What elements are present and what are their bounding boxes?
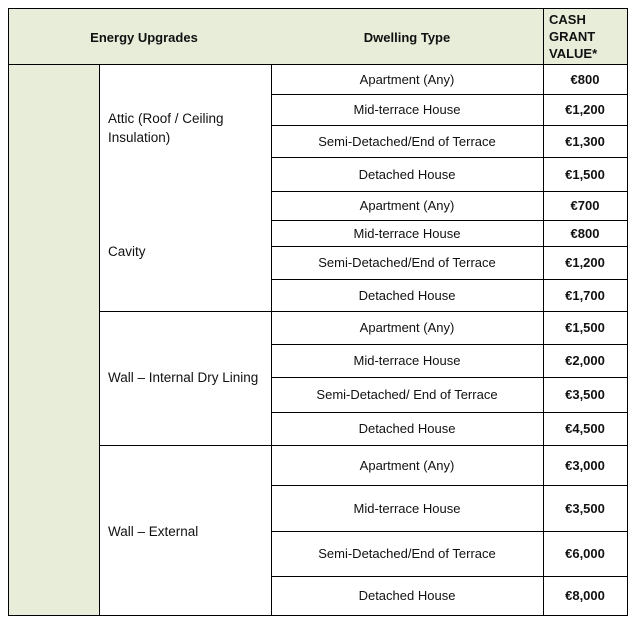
dwelling-cell: Detached House bbox=[358, 287, 456, 303]
grant-value: €1,500 bbox=[565, 166, 605, 182]
upgrade-wall-external: Wall – External bbox=[108, 523, 199, 539]
dwelling-cell: Semi-Detached/ End of Terrace bbox=[316, 387, 498, 402]
grant-value: €1,700 bbox=[565, 287, 605, 303]
header-dwelling-type: Dwelling Type bbox=[363, 29, 451, 45]
upgrade-wall-internal: Wall – Internal Dry Lining bbox=[108, 369, 259, 385]
grant-value: €3,000 bbox=[565, 457, 605, 473]
grant-value: €3,500 bbox=[565, 500, 605, 516]
dwelling-cell: Apartment (Any) bbox=[359, 198, 455, 213]
dwelling-cell: Semi-Detached/End of Terrace bbox=[318, 546, 496, 561]
grant-value: €1,300 bbox=[565, 133, 605, 149]
dwelling-cell: Mid-terrace House bbox=[353, 353, 461, 368]
header-energy-upgrades: Energy Upgrades bbox=[90, 29, 198, 45]
dwelling-cell: Detached House bbox=[358, 588, 456, 603]
grant-value: €3,500 bbox=[565, 387, 605, 402]
left-stripe bbox=[9, 65, 100, 615]
grant-value: €700 bbox=[570, 198, 600, 213]
dwelling-cell: Detached House bbox=[358, 421, 456, 436]
dwelling-cell: Apartment (Any) bbox=[359, 320, 455, 335]
upgrade-attic: Attic (Roof / Ceiling Insulation) bbox=[108, 111, 224, 145]
dwelling-cell: Mid-terrace House bbox=[353, 500, 461, 516]
dwelling-cell: Apartment (Any) bbox=[359, 72, 455, 87]
grant-table bbox=[8, 8, 628, 616]
grant-value: €8,000 bbox=[565, 588, 605, 603]
grant-value: €4,500 bbox=[565, 421, 605, 436]
dwelling-cell: Semi-Detached/End of Terrace bbox=[318, 133, 496, 149]
dwelling-cell: Mid-terrace House bbox=[353, 102, 461, 117]
upgrade-cavity: Cavity bbox=[108, 243, 146, 259]
grant-value: €800 bbox=[570, 72, 600, 87]
grant-value: €1,500 bbox=[565, 320, 605, 335]
dwelling-cell: Semi-Detached/End of Terrace bbox=[318, 255, 496, 270]
dwelling-cell: Mid-terrace House bbox=[353, 225, 461, 241]
grant-value: €1,200 bbox=[565, 102, 605, 117]
grant-value: €2,000 bbox=[565, 353, 605, 368]
grant-value: €1,200 bbox=[565, 255, 605, 270]
header-cash-grant-value: CASH GRANT VALUE* bbox=[549, 12, 598, 61]
dwelling-cell: Apartment (Any) bbox=[359, 457, 455, 473]
dwelling-cell: Detached House bbox=[358, 166, 456, 182]
grant-value: €6,000 bbox=[565, 546, 605, 561]
grant-value: €800 bbox=[570, 225, 600, 241]
